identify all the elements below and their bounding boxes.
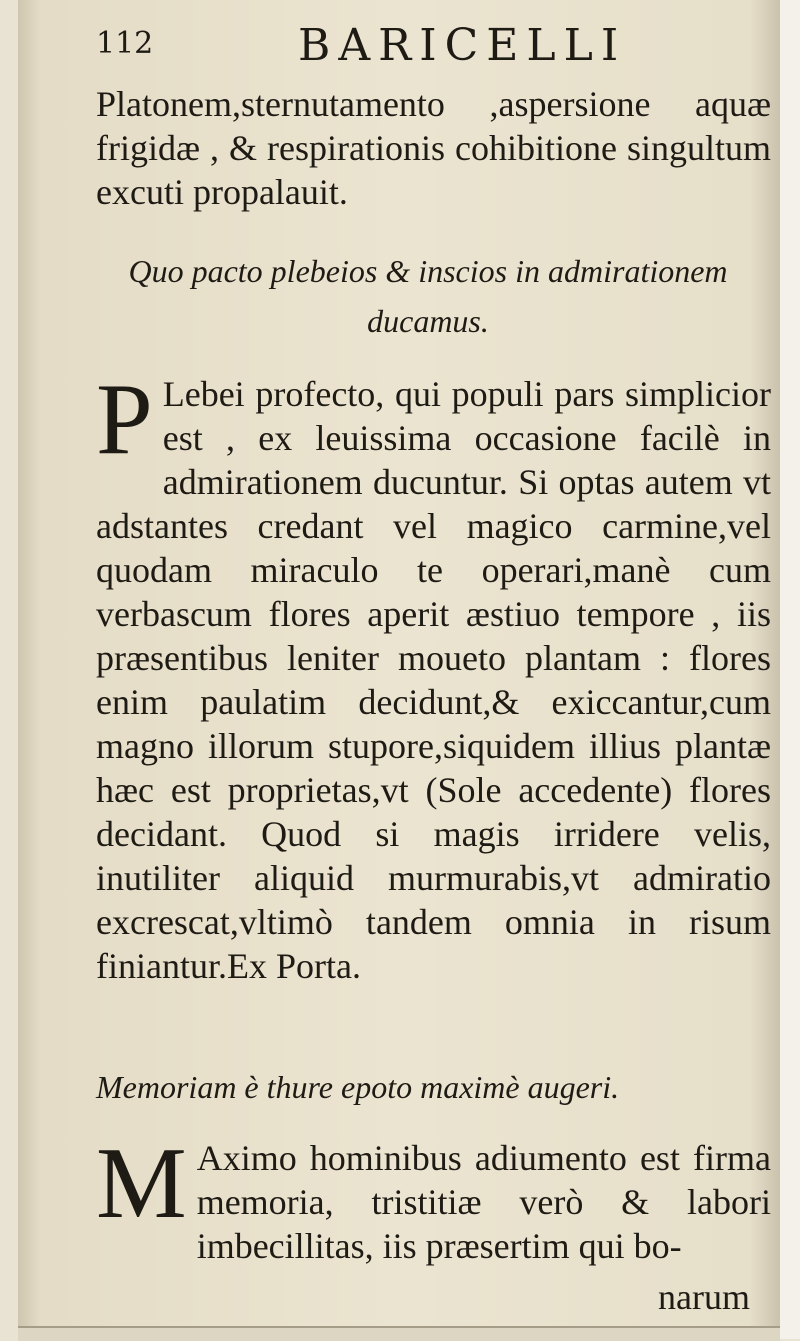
paragraph-2-text: Lebei profecto, qui populi pars simplicior est , ex leuissima occasione facilè in admirationem ducuntur. Si optas autem vt adstantes credant vel magico carmine,vel quodam miraculo te operari,manè cum verbascum flores aperit æstiuo tempore , iis præsentibus leniter moueto plantam : flores enim paulatim decidunt,& exiccantur,cum magno illorum stupore,siquidem illius plantæ hæc est proprietas,vt (Sole accedente) flores decidant. Quod si magis irridere velis, inutiliter aliquid murmurabis,vt admiratio excrescat,vltimò tandem omnia in risum finiantur.Ex Porta. [96, 374, 771, 986]
section-heading-1: Quo pacto plebeios & inscios in admirationem ducamus. [128, 253, 728, 339]
page-margin [780, 0, 800, 1339]
page-header [96, 12, 736, 72]
running-head: BARICELLI [298, 20, 627, 71]
drop-capital: M [96, 1127, 187, 1240]
catchword: narum [658, 1277, 750, 1317]
drop-capital: P [96, 363, 153, 476]
paragraph-1: Platonem,sternutamento ,aspersione aquæ frigidæ , & respirationis cohibitione singultum excuti propalauit. [96, 84, 771, 212]
paragraph-2 [96, 363, 771, 988]
paragraph-3 [96, 1127, 771, 1268]
section-heading-2: Memoriam è thure epoto maximè augeri. [96, 1069, 620, 1105]
book-page [18, 0, 780, 1339]
paragraph-3-text: Aximo hominibus adiumento est firma memoria, tristitiæ verò & labori imbecillitas, iis præsertim qui bo- [196, 1138, 771, 1266]
page-number: 112 [96, 26, 154, 61]
